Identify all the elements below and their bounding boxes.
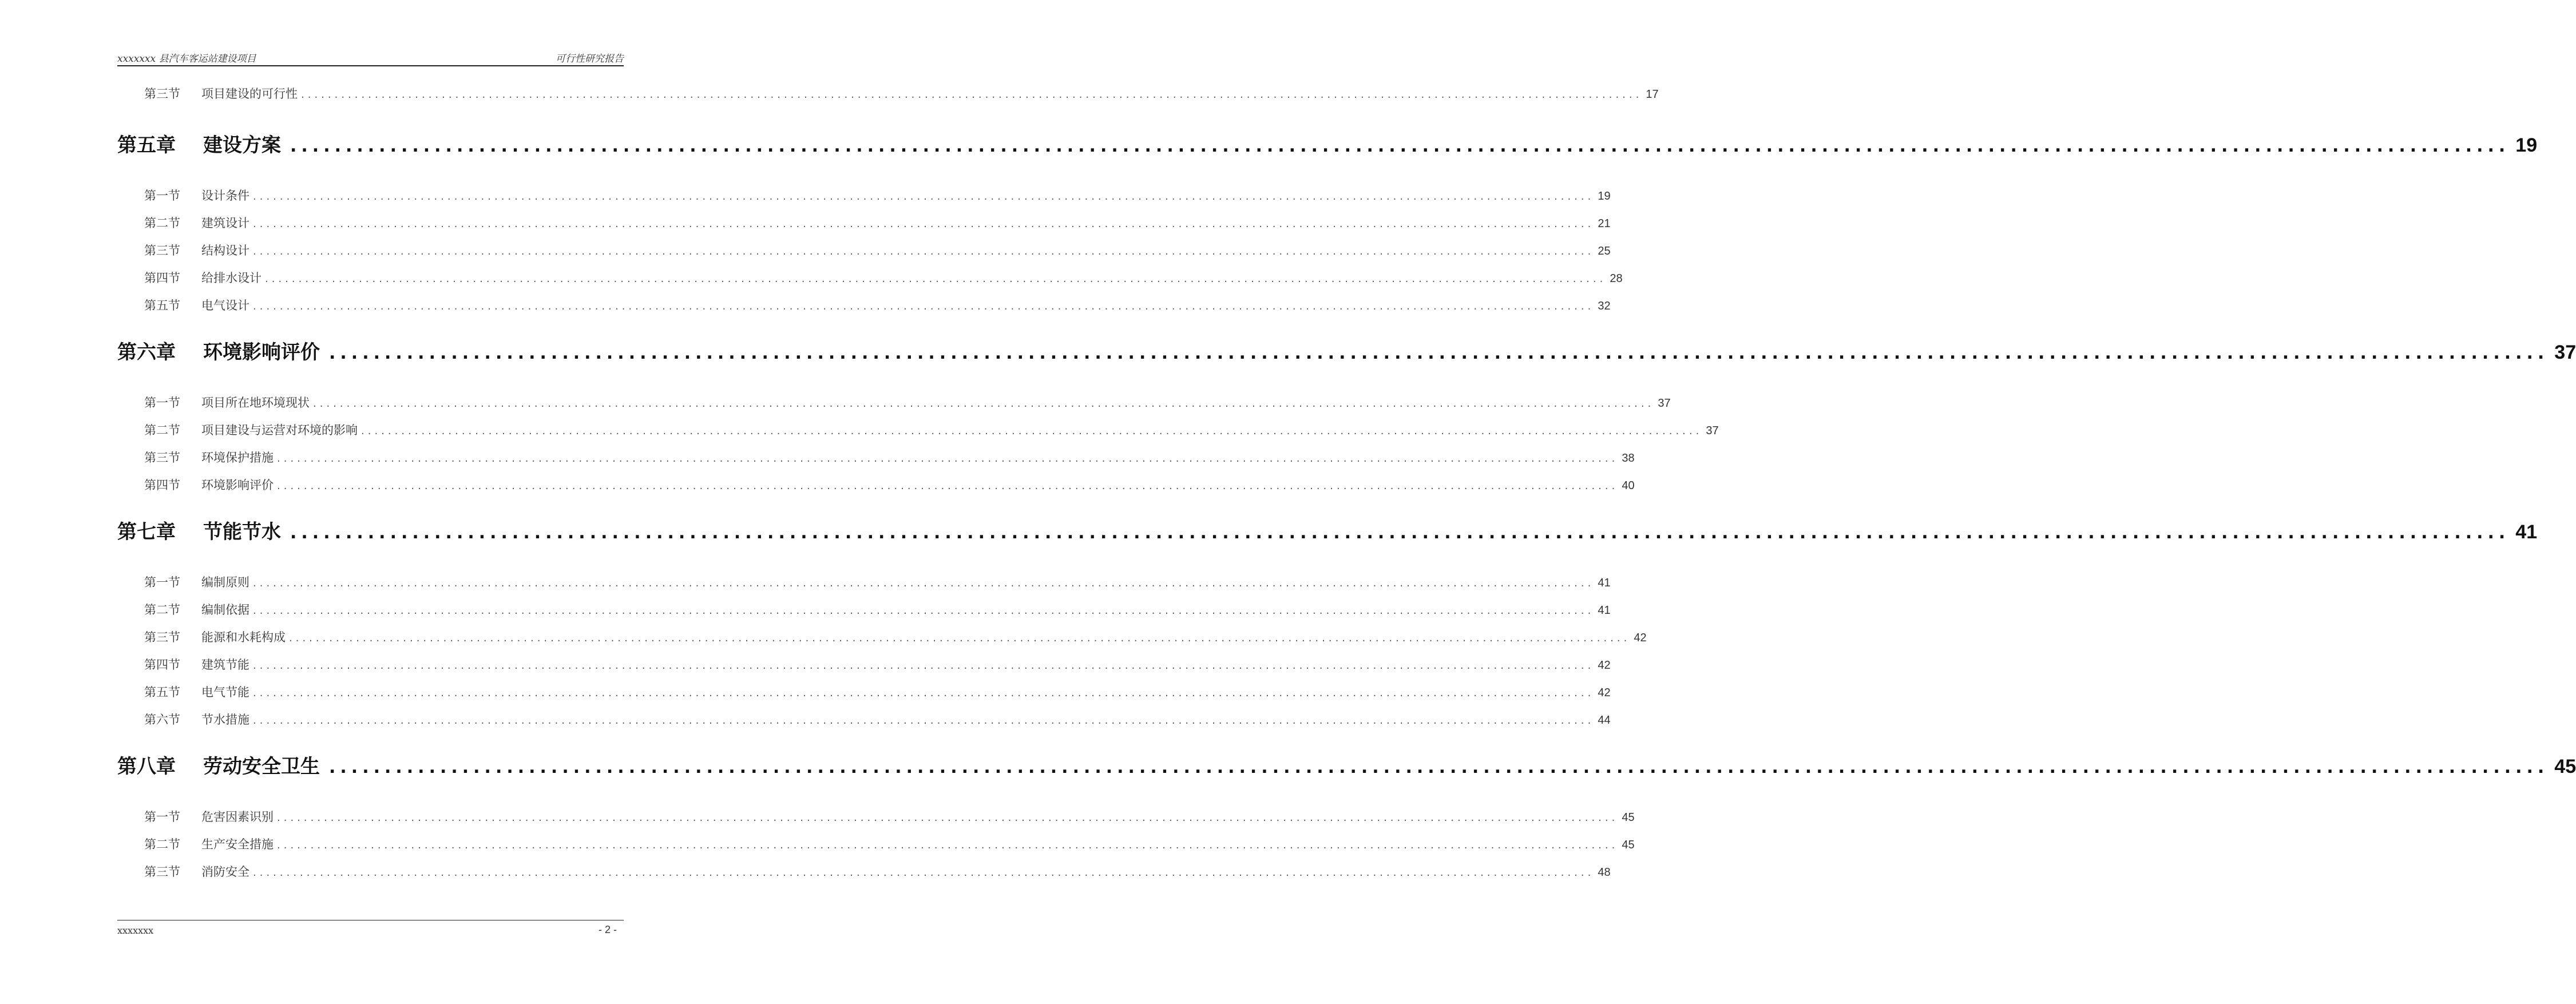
toc-section-entry[interactable] [117,601,1611,618]
toc-section-entry[interactable] [117,628,1647,645]
toc-chapter-entry[interactable] [117,751,2576,779]
toc-section-entry[interactable] [117,449,1635,466]
toc-chapter-entry[interactable] [117,336,2576,364]
section-title: 环境保护措施 [201,451,274,465]
header-report-title: 可行性研究报告 [556,53,624,65]
leader-dots: ........................................................................................................................................................................................................ [361,425,1703,437]
toc-section-entry[interactable] [117,394,1671,411]
section-title: 建筑节能 [201,658,249,672]
section-title: 给排水设计 [201,271,261,285]
leader-dots: ........................................................................................................................................................................................................ [253,660,1595,672]
section-page-number: 45 [1622,839,1635,851]
section-page-number: 38 [1622,452,1635,465]
leader-dots: ........................................................................................................................................................................................................ [329,343,2549,363]
header-project-title: xxxxxxx 县汽车客运站建设项目 [117,53,256,65]
section-page-number: 28 [1610,272,1623,285]
section-title: 电气设计 [201,299,249,312]
section-page-number: 17 [1646,88,1659,101]
leader-dots: ........................................................................................................................................................................................................ [313,398,1655,410]
section-number: 第五节 [144,299,180,312]
section-number: 第一节 [144,189,180,203]
section-title: 项目所在地环境现状 [201,396,310,410]
section-page-number: 37 [1706,424,1719,437]
section-title: 项目建设与运营对环境的影响 [201,423,358,437]
chapter-number: 第七章 [117,521,176,543]
leader-dots: ........................................................................................................................................................................................................ [329,757,2549,777]
section-title: 编制依据 [201,603,249,617]
section-number: 第一节 [144,576,180,589]
section-title: 能源和水耗构成 [201,630,286,644]
leader-dots: ........................................................................................................................................................................................................ [277,812,1619,824]
toc-section-entry[interactable] [117,835,1635,852]
footer-page-number: - 2 - [598,924,617,935]
leader-dots: ........................................................................................................................................................................................................ [290,136,2510,156]
leader-dots: ........................................................................................................................................................................................................ [301,89,1643,101]
section-number: 第一节 [144,810,180,824]
leader-dots: ........................................................................................................................................................................................................ [277,453,1619,465]
section-title: 电气节能 [201,685,249,699]
section-page-number: 19 [1598,190,1611,203]
chapter-title: 环境影响评价 [203,341,320,364]
toc-chapter-entry[interactable] [117,129,2538,157]
section-number: 第五节 [144,685,180,699]
page-footer [117,920,624,938]
chapter-title: 建设方案 [203,134,281,157]
leader-dots: ........................................................................................................................................................................................................ [253,605,1595,617]
section-number: 第三节 [144,451,180,465]
leader-dots: ........................................................................................................................................................................................................ [277,839,1619,851]
section-title: 消防安全 [201,865,249,879]
toc-section-entry[interactable] [117,656,1611,673]
toc-section-entry[interactable] [117,573,1611,590]
section-title: 生产安全措施 [201,838,274,851]
toc-section-entry[interactable] [117,186,1611,204]
chapter-page-number: 45 [2554,756,2576,777]
section-title: 节水措施 [201,713,249,727]
toc-section-entry[interactable] [117,683,1611,700]
toc-section-entry[interactable] [117,421,1719,438]
section-number: 第二节 [144,216,180,230]
section-page-number: 42 [1598,686,1611,699]
toc-section-entry[interactable] [117,296,1611,313]
section-page-number: 40 [1622,479,1635,492]
section-number: 第二节 [144,838,180,851]
section-page-number: 45 [1622,811,1635,824]
leader-dots: ........................................................................................................................................................................................................ [253,687,1595,699]
leader-dots: ........................................................................................................................................................................................................ [277,480,1619,492]
leader-dots: ........................................................................................................................................................................................................ [253,577,1595,589]
section-title: 建筑设计 [201,216,249,230]
section-number: 第二节 [144,603,180,617]
section-page-number: 42 [1634,632,1647,644]
section-number: 第三节 [144,87,180,101]
leader-dots: ........................................................................................................................................................................................................ [253,245,1595,257]
section-title: 环境影响评价 [201,478,274,492]
section-title: 结构设计 [201,244,249,257]
leader-dots: ........................................................................................................................................................................................................ [253,218,1595,230]
toc-section-entry[interactable] [117,808,1635,825]
section-number: 第四节 [144,478,180,492]
chapter-page-number: 37 [2554,342,2576,363]
section-number: 第六节 [144,713,180,727]
section-page-number: 41 [1598,604,1611,617]
chapter-title: 节能节水 [203,521,281,543]
section-number: 第三节 [144,865,180,879]
section-page-number: 41 [1598,577,1611,589]
toc-section-entry[interactable] [117,711,1611,728]
section-page-number: 25 [1598,245,1611,257]
chapter-number: 第六章 [117,341,176,364]
toc-section-entry[interactable] [117,269,1623,286]
section-number: 第三节 [144,244,180,257]
leader-dots: ........................................................................................................................................................................................................ [253,191,1595,203]
leader-dots: ........................................................................................................................................................................................................ [253,867,1595,879]
section-number: 第四节 [144,271,180,285]
toc-section-entry[interactable] [117,476,1635,493]
chapter-title: 劳动安全卫生 [203,755,320,778]
section-page-number: 37 [1658,397,1671,410]
leader-dots: ........................................................................................................................................................................................................ [265,273,1607,285]
section-title: 设计条件 [201,189,249,203]
leader-dots: ........................................................................................................................................................................................................ [253,715,1595,727]
leader-dots: ........................................................................................................................................................................................................ [289,632,1631,644]
section-title: 危害因素识别 [201,810,274,824]
page-header [117,48,624,66]
toc-section-entry[interactable] [117,863,1611,880]
chapter-number: 第五章 [117,134,176,157]
toc-section-entry[interactable] [117,241,1611,259]
footer-company: xxxxxxx [117,925,154,936]
chapter-page-number: 41 [2515,521,2538,543]
section-number: 第三节 [144,630,180,644]
toc-section-entry[interactable] [117,85,1659,102]
section-page-number: 48 [1598,866,1611,879]
section-page-number: 44 [1598,714,1611,727]
leader-dots: ........................................................................................................................................................................................................ [290,523,2510,543]
toc-chapter-entry[interactable] [117,516,2538,544]
toc-section-entry[interactable] [117,214,1611,231]
leader-dots: ........................................................................................................................................................................................................ [253,300,1595,312]
chapter-page-number: 19 [2515,134,2538,156]
section-number: 第一节 [144,396,180,410]
section-page-number: 42 [1598,659,1611,672]
section-page-number: 21 [1598,217,1611,230]
section-page-number: 32 [1598,300,1611,312]
chapter-number: 第八章 [117,755,176,778]
section-number: 第四节 [144,658,180,672]
section-title: 编制原则 [201,576,249,589]
section-title: 项目建设的可行性 [201,87,298,101]
section-number: 第二节 [144,423,180,437]
